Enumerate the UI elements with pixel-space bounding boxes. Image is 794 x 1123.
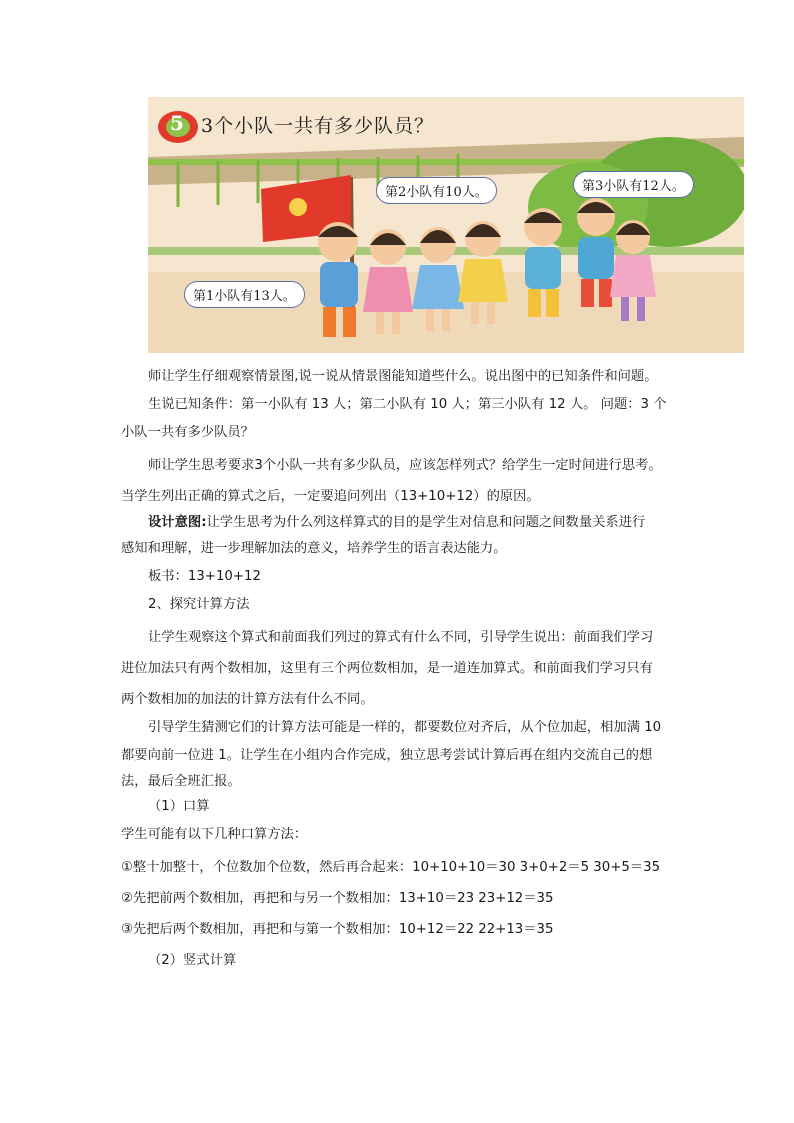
paragraph-line: 师让学生仔细观察情景图,说一说从情景图能知道些什么。说出图中的已知条件和问题。 (148, 369, 658, 384)
design-intent-colon: : (201, 515, 207, 530)
question-number: 5 (170, 111, 184, 135)
paragraph-line: 当学生列出正确的算式之后，一定要追问列出（13+10+12）的原因。 (121, 489, 540, 504)
design-intent-label: 设计意图 (148, 515, 202, 530)
question-title: 3个小队一共有多少队员？ (201, 115, 435, 137)
paragraph-line: 两个数相加的加法的计算方法有什么不同。 (121, 692, 374, 707)
design-intent-line (148, 513, 645, 533)
subsection-heading: （2）竖式计算 (148, 953, 237, 968)
paragraph-line: 法，最后全班汇报。 (121, 774, 241, 789)
speech-bubble-team3: 第3小队有12人。 (573, 171, 694, 198)
paragraph-line: 小队一共有多少队员？ (121, 425, 254, 440)
paragraph-line: 感知和理解，进一步理解加法的意义，培养学生的语言表达能力。 (121, 541, 507, 556)
paragraph-line: 学生可能有以下几种口算方法： (121, 827, 308, 842)
method-item: ①整十加整十，个位数加个位数，然后再合起来：10+10+10＝30 3+0+2＝5 30+5＝35 (121, 860, 661, 875)
textbook-illustration (148, 97, 744, 353)
paragraph-line: 都要向前一位进 1。让学生在小组内合作完成，独立思考尝试计算后再在组内交流自己的想 (121, 748, 653, 763)
speech-bubble-team2: 第2小队有10人。 (376, 177, 497, 204)
blackboard-note: 板书：13+10+12 (148, 569, 261, 584)
speech-bubble-team1: 第1小队有13人。 (184, 281, 305, 308)
paragraph-line: 师让学生思考要求3个小队一共有多少队员，应该怎样列式？给学生一定时间进行思考。 (148, 458, 662, 473)
subsection-heading: （1）口算 (148, 799, 210, 814)
method-item: ②先把前两个数相加，再把和与另一个数相加：13+10＝23 23+12＝35 (121, 891, 554, 906)
paragraph-line: 生说已知条件：第一小队有 13 人；第二小队有 10 人；第三小队有 12 人。 问题：3 个 (148, 397, 667, 412)
section-heading: 2、探究计算方法 (148, 597, 250, 612)
paragraph-line: 进位加法只有两个数相加，这里有三个两位数相加，是一道连加算式。和前面我们学习只有 (121, 661, 653, 676)
paragraph-line: 引导学生猜测它们的计算方法可能是一样的，都要数位对齐后，从个位加起，相加满 10 (148, 720, 662, 735)
paragraph-line: 让学生观察这个算式和前面我们列过的算式有什么不同，引导学生说出：前面我们学习 (148, 630, 654, 645)
design-intent-text: 让学生思考为什么列这样算式的目的是学生对信息和问题之间数量关系进行 (206, 515, 646, 530)
method-item: ③先把后两个数相加，再把和与第一个数相加：10+12＝22 22+13＝35 (121, 922, 554, 937)
